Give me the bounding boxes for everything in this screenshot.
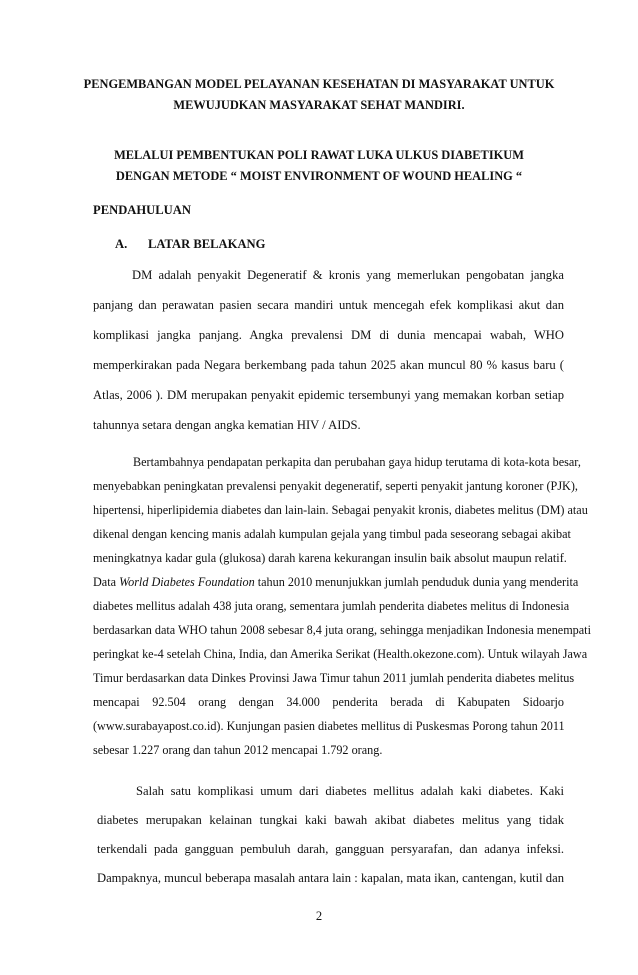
paragraph-3-line: diabetes merupakan kelainan tungkai kaki bawah akibat diabetes melitus yang tidak — [97, 813, 564, 827]
paragraph-1-line: komplikasi jangka panjang. Angka prevalensi DM di dunia mencapai wabah, WHO — [93, 328, 564, 342]
paragraph-2-line: sebesar 1.227 orang dan tahun 2012 mencapai 1.792 orang. — [93, 743, 383, 757]
paragraph-2-line: Timur berdasarkan data Dinkes Provinsi Jawa Timur tahun 2011 jumlah penderita diabetes melitus — [93, 671, 575, 685]
paragraph-2-line: (www.surabayapost.co.id). Kunjungan pasien diabetes mellitus di Puskesmas Porong tahun 2011 — [93, 719, 565, 733]
section-heading: PENDAHULUAN — [93, 203, 191, 217]
paragraph-2-line: mencapai 92.504 orang dengan 34.000 penderita berada di Kabupaten Sidoarjo — [93, 695, 564, 709]
paragraph-2-line: meningkatnya kadar gula (glukosa) darah karena kekurangan insulin baik absolut maupun relatif. — [93, 551, 567, 565]
main-title — [60, 74, 578, 116]
paragraph-3-line: Dampaknya, muncul beberapa masalah antara lain : kapalan, mata ikan, cantengan, kutil dan — [97, 871, 564, 885]
paragraph-2-line: diabetes mellitus adalah 438 juta orang, sementara jumlah penderita diabetes melitus di Indonesia — [93, 599, 570, 613]
paragraph-1-line: memperkirakan pada Negara berkembang pada tahun 2025 akan muncul 80 % kasus baru ( — [93, 358, 564, 372]
italic-line-suffix: tahun 2010 menunjukkan jumlah penduduk dunia yang menderita — [254, 575, 579, 589]
paragraph-1-line: DM adalah penyakit Degeneratif & kronis yang memerlukan pengobatan jangka — [132, 268, 564, 282]
paragraph-2-line: dikenal dengan kencing manis adalah kumpulan gejala yang timbul pada seseorang sebagai akibat — [93, 527, 571, 541]
sub-title — [60, 145, 578, 187]
subsection-title: LATAR BELAKANG — [148, 237, 266, 251]
paragraph-2-line: hipertensi, hiperlipidemia diabetes dan lain-lain. Sebagai penyakit kronis, diabetes melitus (DM) atau — [93, 503, 588, 517]
paragraph-2-line-with-italic — [93, 575, 579, 590]
subsection-letter: A. — [115, 237, 128, 251]
main-title-line-1: PENGEMBANGAN MODEL PELAYANAN KESEHATAN DI MASYARAKAT UNTUK — [83, 77, 555, 91]
sub-title-line-1: MELALUI PEMBENTUKAN POLI RAWAT LUKA ULKUS DIABETIKUM — [114, 148, 524, 162]
paragraph-2-line: Bertambahnya pendapatan perkapita dan perubahan gaya hidup terutama di kota-kota besar, — [133, 455, 581, 469]
subsection-heading — [115, 237, 265, 252]
paragraph-3-line: Salah satu komplikasi umum dari diabetes mellitus adalah kaki diabetes. Kaki — [136, 784, 564, 798]
paragraph-2-line: berdasarkan data WHO tahun 2008 sebesar 8,4 juta orang, sehingga menjadikan Indonesia menempati — [93, 623, 591, 637]
page-number: 2 — [315, 909, 323, 923]
paragraph-1-line: Atlas, 2006 ). DM merupakan penyakit epidemic tersembunyi yang memakan korban setiap — [93, 388, 564, 402]
paragraph-1-line: panjang dan perawatan pasien secara mandiri untuk mencegah efek komplikasi akut dan — [93, 298, 564, 312]
sub-title-line-2: DENGAN METODE “ MOIST ENVIRONMENT OF WOUND HEALING “ — [115, 169, 523, 183]
paragraph-2-line: peringkat ke-4 setelah China, India, dan Amerika Serikat (Health.okezone.com). Untuk wilayah Jawa — [93, 647, 588, 661]
paragraph-1-line: tahunnya setara dengan angka kematian HIV / AIDS. — [93, 418, 361, 432]
paragraph-2-line: menyebabkan peningkatan prevalensi penyakit degeneratif, seperti penyakit jantung koroner (PJK), — [93, 479, 578, 493]
italic-line-prefix: Data — [93, 575, 120, 589]
italic-term: World Diabetes Foundation — [119, 575, 255, 589]
paragraph-3-line: terkendali pada gangguan pembuluh darah, gangguan persyarafan, dan adanya infeksi. — [97, 842, 564, 856]
main-title-line-2: MEWUJUDKAN MASYARAKAT SEHAT MANDIRI. — [173, 98, 465, 112]
